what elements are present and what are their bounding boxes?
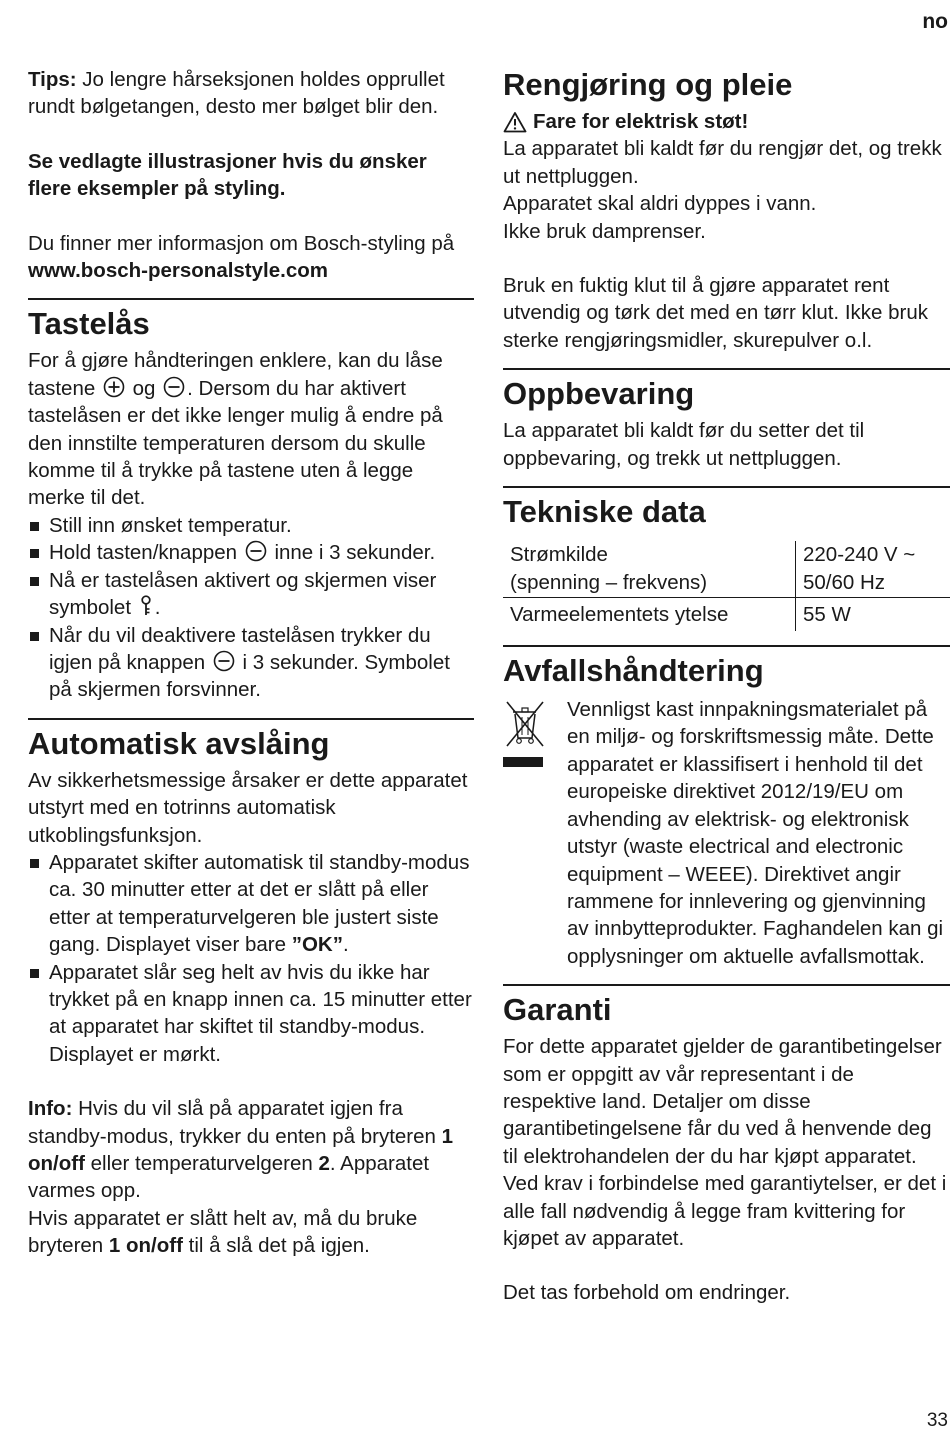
info-paragraph: Du finner mer informasjon om Bosch-styling på www.bosch-personalstyle.com <box>28 231 455 283</box>
auto-off-info-2: Hvis apparatet er slått helt av, må du bruke bryteren 1 on/off til å slå det på igjen. <box>28 1206 418 1258</box>
changes-note: Det tas forbehold om endringer. <box>503 1281 791 1305</box>
section-tech-data <box>503 486 950 631</box>
page-number: 33 <box>926 1410 948 1431</box>
right-column <box>503 66 950 1307</box>
auto-off-heading: Automatisk avslåing <box>28 725 330 761</box>
warning-text: Fare for elektrisk støt! <box>533 110 749 133</box>
crossed-out-bin-icon <box>503 698 547 748</box>
list-item: Når du vil deaktivere tastelåsen trykker du igjen på knappen i 3 sekunder. Symbolet på skjermen forsvinner. <box>28 622 474 704</box>
keylock-intro: For å gjøre håndteringen enklere, kan du låse tastene og . Dersom du har aktivert tastelåsen er det ikke lenger mulig å endre på den innstilte temperaturen dersom du skulle komme til å trykke på tastene uten å legge merke til det. <box>28 349 443 510</box>
section-warranty <box>503 984 950 1307</box>
minus-key-icon <box>213 650 235 672</box>
tips-label: Tips: <box>28 68 77 91</box>
cleaning-body: Bruk en fuktig klut til å gjøre apparatet rent utvendig og tørk det med en tørr klut. Ikke bruk sterke rengjøringsmidler, skurepulver o.l. <box>503 274 928 352</box>
key-lock-symbol-icon <box>139 595 153 617</box>
plus-key-icon <box>103 376 125 398</box>
list-item: Apparatet slår seg helt av hvis du ikke har trykket på en knapp innen ca. 15 minutter etter at apparatet har skiftet til standby-modus. Displayet er mørkt. <box>28 959 474 1069</box>
disposal-body: Vennligst kast innpakningsmaterialet på en miljø- og forskriftsmessig måte. Dette apparatet er klassifisert i henhold til det europeiske direktivet 2012/19/EU om avhending av elektrisk- og elektronisk utstyr (waste electrical and electronic equipment – WEEE). Direktivet angir rammene for innlevering og gjenvinning av innbytteprodukter. Faghandelen kan gi opplysninger om aktuelle avfallsmottak. <box>567 698 944 968</box>
weee-bar-icon <box>503 757 543 767</box>
warning-line <box>503 108 950 135</box>
list-item: Apparatet skifter automatisk til standby-modus ca. 30 minutter etter at det er slått på eller etter at temperaturvelgeren ble justert siste gang. Displayet viser bare ”OK”. <box>28 849 474 959</box>
auto-off-info: Info: Hvis du vil slå på apparatet igjen fra standby-modus, trykker du enten på bryteren 1 on/off eller temperaturvelgeren 2. Apparatet varmes opp. <box>28 1097 454 1203</box>
bosch-url-link[interactable]: www.bosch-personalstyle.com <box>28 259 328 283</box>
section-cleaning <box>503 66 950 354</box>
see-illustrations-note: Se vedlagte illustrasjoner hvis du ønsker flere eksempler på styling. <box>28 149 427 201</box>
keylock-heading: Tastelås <box>28 306 150 342</box>
minus-key-icon <box>163 376 185 398</box>
warning-triangle-icon <box>503 111 527 133</box>
list-item: Nå er tastelåsen aktivert og skjermen viser symbolet . <box>28 567 474 622</box>
language-code: no <box>922 10 948 33</box>
tech-table <box>503 541 950 631</box>
warranty-body: For dette apparatet gjelder de garantibetingelser som er oppgitt av vår representant i de respektive land. Detaljer om disse garantibetingelsene får du ved å henvende deg til elektrohandelen der du har kjøpt apparatet. Ved krav i forbindelse med garantiytelser, er det i alle fall nødvendig å legge fram kvittering for kjøpet av apparatet. <box>503 1035 947 1250</box>
list-item: Still inn ønsket temperatur. <box>28 512 474 539</box>
storage-heading: Oppbevaring <box>503 376 695 412</box>
list-item: Hold tasten/knappen inne i 3 sekunder. <box>28 539 474 566</box>
minus-key-icon <box>245 540 267 562</box>
cleaning-warning-2: Apparatet skal aldri dyppes i vann. <box>503 192 817 216</box>
cleaning-warning-1: La apparatet bli kaldt før du rengjør det, og trekk ut nettpluggen. <box>503 137 942 188</box>
tech-heading: Tekniske data <box>503 494 706 530</box>
keylock-steps <box>28 512 474 704</box>
cleaning-heading: Rengjøring og pleie <box>503 67 793 102</box>
auto-off-intro: Av sikkerhetsmessige årsaker er dette apparatet utstyrt med en totrinns automatisk utkoblingsfunksjon. <box>28 768 468 847</box>
disposal-heading: Avfallshåndtering <box>503 653 764 689</box>
left-column <box>28 66 474 1260</box>
cleaning-warning-3: Ikke bruk damprenser. <box>503 219 706 243</box>
section-keylock <box>28 298 474 703</box>
section-disposal <box>503 645 950 970</box>
tips-paragraph: Tips: Jo lengre hårseksjonen holdes opprullet rundt bølgetangen, desto mer bølget blir den. <box>28 68 445 119</box>
section-auto-off <box>28 718 474 1260</box>
table-row: Varmeelementets ytelse 55 W <box>503 598 950 632</box>
auto-off-list <box>28 849 474 1068</box>
storage-body: La apparatet bli kaldt før du setter det til oppbevaring, og trekk ut nettpluggen. <box>503 419 865 470</box>
section-storage <box>503 368 950 472</box>
warranty-heading: Garanti <box>503 992 612 1028</box>
table-row: Strømkilde (spenning – frekvens) 220-240 V ~ 50/60 Hz <box>503 541 950 598</box>
